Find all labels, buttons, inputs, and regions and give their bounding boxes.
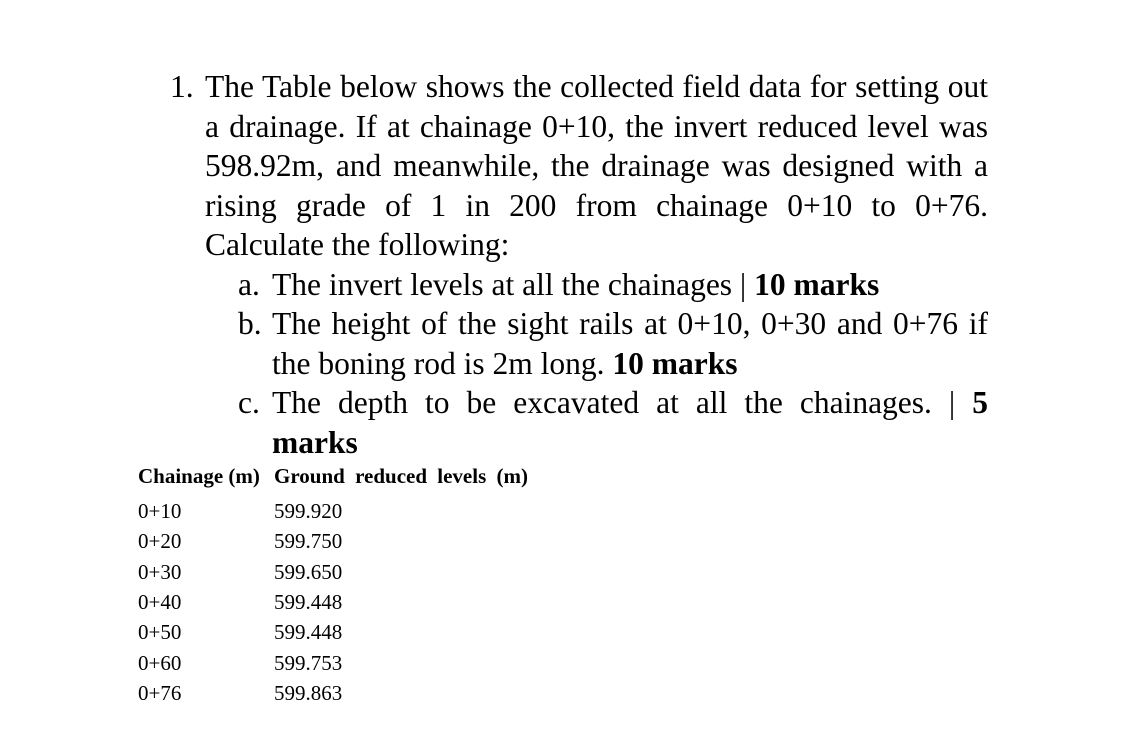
chainage-cell: 0+60 bbox=[138, 650, 182, 675]
level-cell: 599.448 bbox=[274, 590, 343, 615]
question-part-c bbox=[238, 383, 988, 462]
part-marks: 10 marks bbox=[612, 345, 738, 381]
level-cell: 599.920 bbox=[274, 499, 343, 524]
question-main bbox=[170, 67, 988, 265]
part-text: The depth to be excavated at all the chainages. | bbox=[272, 385, 956, 420]
column-header-chainage: Chainage (m) bbox=[138, 464, 260, 488]
question-part-b bbox=[238, 304, 988, 383]
question-part-a bbox=[238, 265, 988, 305]
part-text: The height of the sight rails at 0+10, 0+30 and 0+76 if the boning rod is 2m long. bbox=[272, 306, 988, 381]
level-cell: 599.863 bbox=[274, 680, 343, 705]
part-text: The invert levels at all the chainages | bbox=[272, 266, 747, 302]
table-row bbox=[138, 526, 529, 556]
chainage-cell: 0+50 bbox=[138, 620, 182, 645]
table-row bbox=[138, 496, 529, 526]
spacer-cell bbox=[138, 489, 529, 496]
part-label: c. bbox=[238, 385, 260, 420]
level-cell: 599.750 bbox=[274, 529, 343, 554]
part-body bbox=[272, 304, 988, 383]
table-row bbox=[138, 647, 529, 677]
part-body bbox=[272, 265, 988, 305]
level-cell: 599.448 bbox=[274, 620, 343, 645]
part-marks: 10 marks bbox=[754, 266, 880, 302]
table-row bbox=[138, 587, 529, 617]
table-row bbox=[138, 557, 529, 587]
table-spacer bbox=[138, 489, 529, 496]
chainage-cell: 0+10 bbox=[138, 499, 182, 524]
field-data-table bbox=[138, 463, 529, 708]
table-row bbox=[138, 678, 529, 708]
question-number: 1. bbox=[170, 69, 194, 104]
table-header-row bbox=[138, 463, 529, 489]
part-body bbox=[272, 383, 988, 462]
chainage-cell: 0+40 bbox=[138, 590, 182, 615]
chainage-cell: 0+76 bbox=[138, 680, 182, 705]
question-parts bbox=[238, 265, 988, 463]
question-text: The Table below shows the collected field data for setting out a drainage. If at chainage 0+10, the invert reduced level was 598.92m, and meanwhile, the drainage was designed with a rising grade of 1 in 200 from chainage 0+10 to 0+76. Calculate the following: bbox=[205, 69, 988, 262]
level-cell: 599.753 bbox=[274, 650, 343, 675]
header-text: Ground reduced levels (m) bbox=[274, 464, 528, 488]
level-cell: 599.650 bbox=[274, 559, 343, 584]
column-header-ground-levels bbox=[274, 463, 529, 489]
part-label: a. bbox=[238, 266, 260, 302]
question-1 bbox=[170, 67, 988, 462]
part-marks: 5 marks bbox=[272, 385, 988, 460]
chainage-cell: 0+20 bbox=[138, 529, 182, 554]
chainage-cell: 0+30 bbox=[138, 559, 182, 584]
table-row bbox=[138, 617, 529, 647]
part-label: b. bbox=[238, 306, 262, 341]
